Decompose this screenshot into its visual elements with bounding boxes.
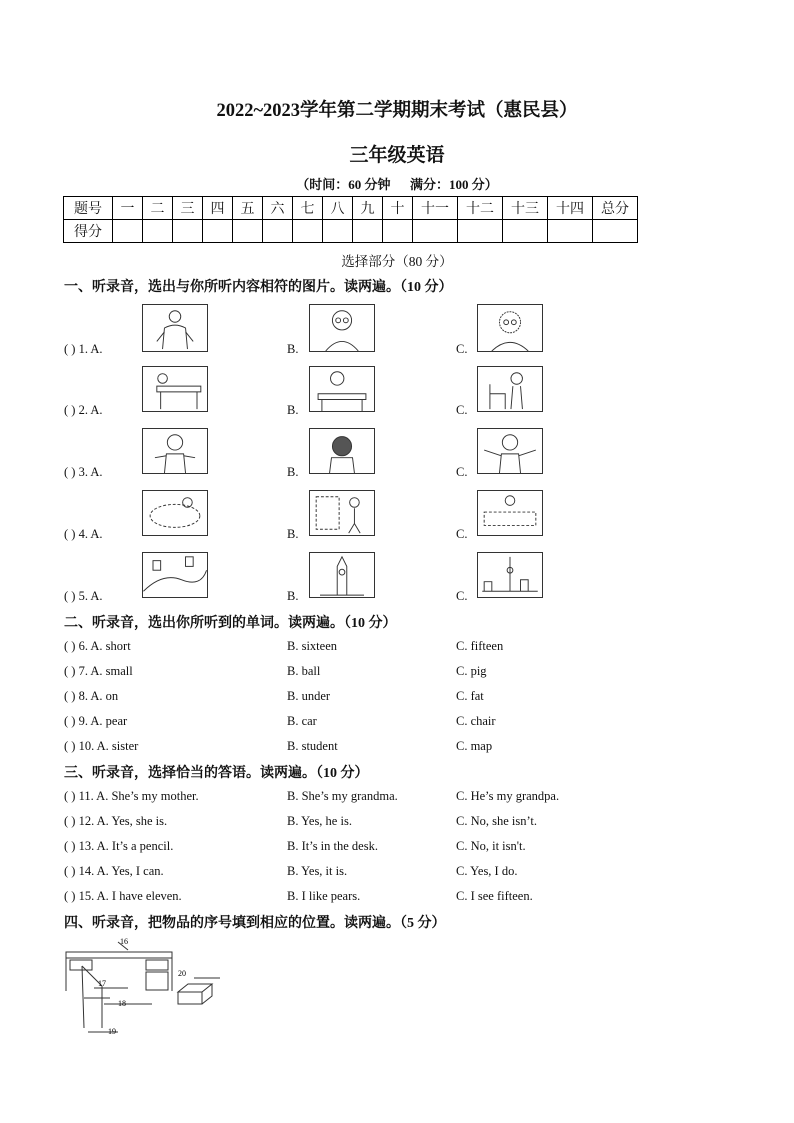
question-12-b: B. Yes, he is.	[287, 814, 352, 828]
question-11-a: ( ) 11. A. She’s my mother.	[64, 789, 199, 803]
question-3-number: ( ) 3. A.	[64, 465, 103, 479]
question-6-c: C. fifteen	[456, 639, 504, 653]
question-7-b: B. ball	[287, 664, 321, 678]
q3-option-b-image[interactable]	[309, 428, 375, 474]
score-cell: 五	[233, 197, 263, 220]
score-cell: 得分	[64, 220, 113, 243]
score-cell: 十	[383, 197, 413, 220]
question-14-c: C. Yes, I do.	[456, 864, 518, 878]
question-6-a: ( ) 6. A. short	[64, 639, 131, 653]
section-4-title: 四、听录音，把物品的序号填到相应的位置。读两遍。（5 分）	[64, 916, 446, 931]
question-6-b: B. sixteen	[287, 639, 337, 653]
label-18: 18	[118, 999, 126, 1008]
question-14-a: ( ) 14. A. Yes, I can.	[64, 864, 164, 878]
time-info: （时间：60 分钟 满分：100 分）	[296, 177, 498, 192]
label-16: 16	[120, 937, 128, 946]
question-15-b: B. I like pears.	[287, 889, 361, 903]
score-cell: 三	[173, 197, 203, 220]
question-7-a: ( ) 7. A. small	[64, 664, 133, 678]
score-cell: 二	[143, 197, 173, 220]
section-1-title: 一、听录音，选出与你所听内容相符的图片。读两遍。（10 分）	[64, 280, 453, 295]
q2-option-c-image[interactable]	[477, 366, 543, 412]
q4-option-a-image[interactable]	[142, 490, 208, 536]
q5-option-c-image[interactable]	[477, 552, 543, 598]
score-cell: 十四	[548, 197, 593, 220]
question-9-a: ( ) 9. A. pear	[64, 714, 128, 728]
q2-option-a-image[interactable]	[142, 366, 208, 412]
question-13-c: C. No, it isn't.	[456, 839, 526, 853]
score-cell: 九	[353, 197, 383, 220]
section-2-title: 二、听录音，选出你所听到的单词。读两遍。（10 分）	[64, 616, 397, 631]
question-2-number: ( ) 2. A.	[64, 403, 103, 417]
question-13-b: B. It’s in the desk.	[287, 839, 378, 853]
question-4-b-label: B.	[287, 527, 299, 541]
question-2-b-label: B.	[287, 403, 299, 417]
label-19: 19	[108, 1027, 116, 1036]
q2-option-b-image[interactable]	[309, 366, 375, 412]
score-cell: 十一	[413, 197, 458, 220]
question-11-c: C. He’s my grandpa.	[456, 789, 560, 803]
score-cell: 十三	[503, 197, 548, 220]
question-14-b: B. Yes, it is.	[287, 864, 348, 878]
question-10-a: ( ) 10. A. sister	[64, 739, 139, 753]
question-4-number: ( ) 4. A.	[64, 527, 103, 541]
question-1-c-label: C.	[456, 342, 468, 356]
score-cell: 一	[113, 197, 143, 220]
score-input-cell[interactable]	[413, 220, 458, 243]
score-input-cell[interactable]	[203, 220, 233, 243]
score-cell: 八	[323, 197, 353, 220]
question-8-c: C. fat	[456, 689, 484, 703]
exam-subtitle: 三年级英语	[349, 145, 445, 166]
q5-option-a-image[interactable]	[142, 552, 208, 598]
score-input-cell[interactable]	[173, 220, 203, 243]
exam-title: 2022~2023学年第二学期期末考试（惠民县）	[216, 101, 578, 121]
question-10-b: B. student	[287, 739, 338, 753]
q3-option-c-image[interactable]	[477, 428, 543, 474]
score-input-cell[interactable]	[143, 220, 173, 243]
score-input-cell[interactable]	[293, 220, 323, 243]
q1-option-a-image[interactable]	[142, 304, 208, 352]
score-cell: 总分	[593, 197, 638, 220]
label-17: 17	[98, 979, 106, 988]
score-input-cell[interactable]	[263, 220, 293, 243]
score-cell: 七	[293, 197, 323, 220]
question-3-c-label: C.	[456, 465, 468, 479]
question-8-a: ( ) 8. A. on	[64, 689, 119, 703]
score-cell: 六	[263, 197, 293, 220]
score-input-cell[interactable]	[503, 220, 548, 243]
score-table-score-row	[64, 220, 638, 243]
question-15-c: C. I see fifteen.	[456, 889, 533, 903]
score-input-cell[interactable]	[353, 220, 383, 243]
question-4-c-label: C.	[456, 527, 468, 541]
score-cell: 四	[203, 197, 233, 220]
q4-option-c-image[interactable]	[477, 490, 543, 536]
question-12-a: ( ) 12. A. Yes, she is.	[64, 814, 168, 828]
question-5-b-label: B.	[287, 589, 299, 603]
score-cell: 十二	[458, 197, 503, 220]
question-3-b-label: B.	[287, 465, 299, 479]
q4-option-b-image[interactable]	[309, 490, 375, 536]
section-3-title: 三、听录音，选择恰当的答语。读两遍。（10 分）	[64, 766, 369, 781]
score-input-cell[interactable]	[458, 220, 503, 243]
label-20: 20	[178, 969, 186, 978]
question-12-c: C. No, she isn’t.	[456, 814, 538, 828]
question-2-c-label: C.	[456, 403, 468, 417]
score-cell: 题号	[64, 197, 113, 220]
score-input-cell[interactable]	[593, 220, 638, 243]
q1-option-c-image[interactable]	[477, 304, 543, 352]
score-input-cell[interactable]	[548, 220, 593, 243]
question-9-c: C. chair	[456, 714, 496, 728]
desk-chair-box-illustration	[62, 936, 222, 1036]
score-table-header-row	[64, 197, 638, 220]
question-9-b: B. car	[287, 714, 317, 728]
question-8-b: B. under	[287, 689, 331, 703]
part-title: 选择部分（80 分）	[341, 254, 453, 269]
question-5-number: ( ) 5. A.	[64, 589, 103, 603]
score-input-cell[interactable]	[323, 220, 353, 243]
question-10-c: C. map	[456, 739, 493, 753]
question-15-a: ( ) 15. A. I have eleven.	[64, 889, 182, 903]
score-table	[63, 196, 638, 243]
question-11-b: B. She’s my grandma.	[287, 789, 398, 803]
q5-option-b-image[interactable]	[309, 552, 375, 598]
question-1-b-label: B.	[287, 342, 299, 356]
question-13-a: ( ) 13. A. It’s a pencil.	[64, 839, 174, 853]
question-1-number: ( ) 1. A.	[64, 342, 103, 356]
question-7-c: C. pig	[456, 664, 487, 678]
score-input-cell[interactable]	[383, 220, 413, 243]
score-input-cell[interactable]	[233, 220, 263, 243]
q1-option-b-image[interactable]	[309, 304, 375, 352]
q3-option-a-image[interactable]	[142, 428, 208, 474]
question-5-c-label: C.	[456, 589, 468, 603]
score-input-cell[interactable]	[113, 220, 143, 243]
